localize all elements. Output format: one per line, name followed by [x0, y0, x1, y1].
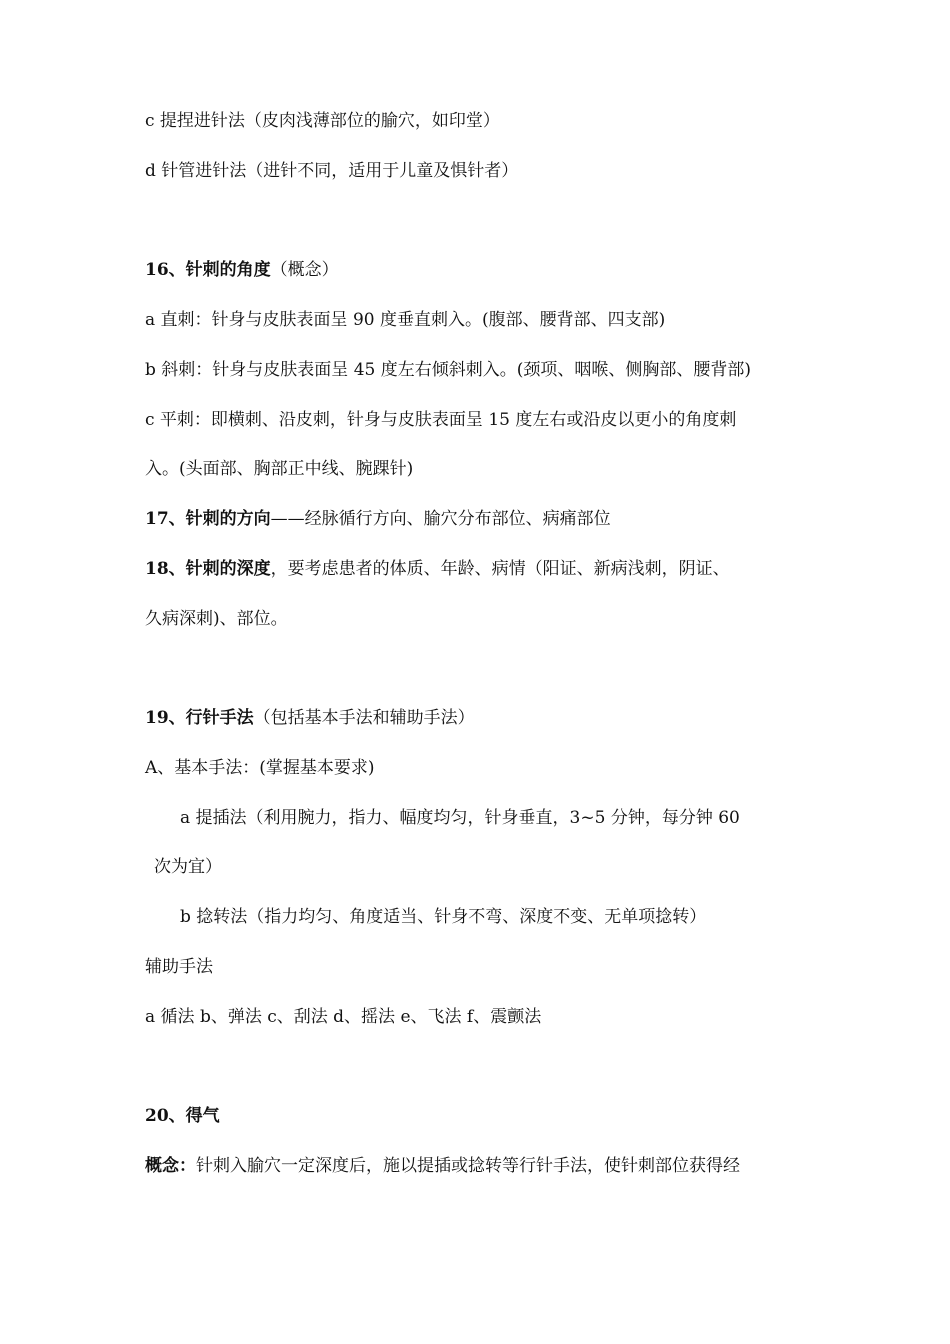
text-line: [145, 309, 665, 331]
line-text: 久病深刺)、部位。: [145, 609, 288, 629]
section-heading-16: [145, 259, 339, 281]
text-line: [145, 956, 213, 978]
heading-bold-text: 18、针刺的深度: [145, 559, 271, 579]
line-text: a 循法 b、弹法 c、刮法 d、摇法 e、飞法 f、震颤法: [145, 1007, 542, 1027]
heading-bold-text: 17、针刺的方向: [145, 509, 271, 529]
line-text: ——经脉循行方向、腧穴分布部位、病痛部位: [270, 509, 611, 529]
line-text: a 直刺：针身与皮肤表面呈 90 度垂直刺入。(腹部、腰背部、四支部): [145, 310, 666, 330]
text-line: [145, 1155, 740, 1177]
line-text: 次为宜）: [154, 857, 222, 877]
text-line-indented: [154, 856, 222, 878]
text-line: [145, 458, 413, 480]
line-text: （概念）: [270, 260, 339, 280]
text-line: [145, 409, 736, 431]
text-line-indented: [180, 906, 706, 928]
heading-bold-text: 16、针刺的角度: [145, 260, 271, 280]
text-line: [145, 1006, 541, 1028]
section-heading-17: [145, 508, 611, 530]
text-line: [145, 110, 500, 132]
label-bold-text: 概念：: [145, 1156, 196, 1176]
line-text: 针刺入腧穴一定深度后，施以提插或捻转等行针手法，使针刺部位获得经: [196, 1156, 740, 1176]
line-text: c 平刺：即横刺、沿皮刺，针身与皮肤表面呈 15 度左右或沿皮以更小的角度刺: [145, 410, 737, 430]
line-text: b 捻转法（指力均匀、角度适当、针身不弯、深度不变、无单项捻转）: [180, 907, 707, 927]
line-text: 入。(头面部、胸部正中线、腕踝针): [145, 459, 414, 479]
heading-bold-text: 20、得气: [145, 1106, 220, 1126]
line-text: a 提插法（利用腕力，指力、幅度均匀，针身垂直，3~5 分钟，每分钟 60: [180, 808, 740, 828]
section-heading-19: [145, 707, 475, 729]
text-line-indented: [180, 807, 740, 829]
line-text: 辅助手法: [145, 957, 213, 977]
line-text: c 提捏进针法（皮肉浅薄部位的腧穴，如印堂）: [145, 111, 500, 131]
text-line: [145, 160, 518, 182]
line-text: ，要考虑患者的体质、年龄、病情（阳证、新病浅刺，阴证、: [270, 559, 730, 579]
line-text: （包括基本手法和辅助手法）: [253, 708, 475, 728]
text-line: [145, 359, 751, 381]
line-text: d 针管进针法（进针不同，适用于儿童及惧针者）: [145, 161, 519, 181]
text-line: [145, 608, 288, 630]
section-heading-20: [145, 1105, 220, 1127]
line-text: A、基本手法：(掌握基本要求): [145, 758, 375, 778]
text-line: [145, 757, 375, 779]
heading-bold-text: 19、行针手法: [145, 708, 254, 728]
line-text: b 斜刺：针身与皮肤表面呈 45 度左右倾斜刺入。(颈项、咽喉、侧胸部、腰背部): [145, 360, 751, 380]
section-heading-18: [145, 558, 730, 580]
